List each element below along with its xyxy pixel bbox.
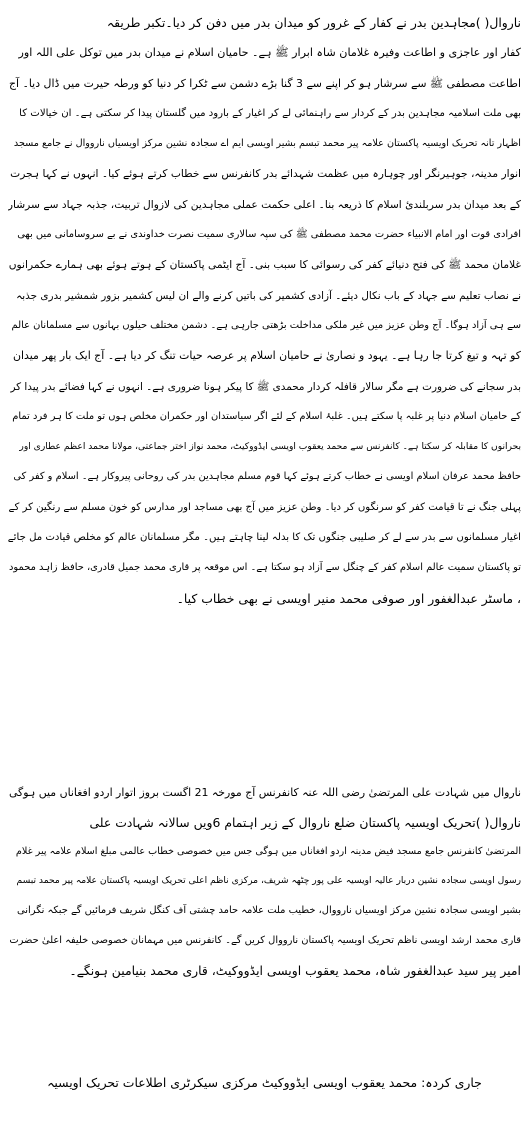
body-line: نے نصاب تعلیم سے جہاد کے باب نکال دیئے۔ آزادی کشمیر کی باتیں کرنے والے ان لیس کشمیر بزور شمشیر بدری جذبہ [16, 289, 521, 302]
announcement-body [8, 778, 521, 985]
footer-line: جاری کردہ: محمد یعقوب اویسی ایڈووکیٹ مرکزی سیکرٹری اطلاعات تحریک اویسیہ [47, 1075, 482, 1090]
body-line: تو پاکستان سمیت عالم اسلام کفر کے چنگل سے آزاد ہو سکتا ہے۔ اس موقعہ پر قاری محمد جمیل قادری، حافظ زاہد محمود [9, 562, 521, 574]
body-line: بھی ملت اسلامیہ مجاہدین بدر کے کردار سے راہنمائی لے کر اغیار کے بارود میں گلستان پیدا کر سکتی ہے۔ ان خیالات کا [19, 107, 521, 119]
body-line: کے بعد میدان بدر سربلندئ اسلام کا ذریعہ بنا۔ اعلی حکمت عملی مجاہدین کی لازوال تربیت، جذبہ جہاد سے سرشار [8, 197, 521, 211]
announcement-headline: ناروال میں شہادت علی المرتضیٰ رضی اللہ عنہ کانفرنس آج مورخہ 21 اگست بروز اتوار اردو افغاناں میں ہوگی [8, 786, 521, 799]
article-body [8, 8, 521, 614]
body-line: اظہار تانہ تحریک اویسیہ پاکستان علامہ پیر محمد تبسم بشیر اویسی ایم اے سجادہ نشین مرکز اویسیاں نارووال نے جامع مسجد [13, 138, 521, 150]
body-line: انوار مدینہ، جوہیرنگر اور چوہارہ میں عظمت شہدائے بدر کانفرنس سے خطاب کرتے ہوئے کیا۔ انہوں نے کہا ہجرت [10, 167, 521, 181]
body-line: سے ہی آزاد ہوگا۔ آج وطن عزیز میں غیر ملکی مداخلت بڑھتی جارہی ہے۔ دشمن مختلف حیلوں بہانوں سے مسلمانان عالم [11, 319, 521, 331]
body-line: قاری محمد ارشد اویسی ناظم تحریک اویسیہ پاکستان نارووال کریں گے۔ کانفرنس میں مہمانان خصوصی خلیفہ اعلیٰ حضرت [9, 934, 521, 946]
issued-by-footer [8, 1068, 521, 1098]
body-line: ، ماسٹر عبدالغفور اور صوفی محمد منیر اویسی نے بھی خطاب کیا۔ [176, 590, 521, 606]
body-line: ناروال( )تحریک اویسیہ پاکستان ضلع ناروال کے زیر اہتمام 6ویں سالانہ شہادت علی [89, 814, 521, 830]
body-line: غلامان محمد ﷺ کی فتح دنیائے کفر کی رسوائی کا سبب بنی۔ آج ایٹمی پاکستان کے ہوتے ہوئے بھی ہمارے حکمرانوں [8, 258, 521, 272]
body-line: اطاعت مصطفی ﷺ سے سرشار ہو کر اپنے سے 3 گنا بڑے دشمن سے ٹکرا کر دنیا کو ورطہ حیرت میں ڈال دیا۔ آج [8, 76, 521, 90]
body-line: کفار اور عاجزی و اطاعت وفیرہ غلامان شاہ ابرار ﷺ ہے۔ حامیان اسلام نے میدان بدر میں توکل علی اللہ اور [18, 46, 521, 60]
body-line: کو تہہ و تیغ کرتا جا رہا ہے۔ یہود و نصاریٰ نے حامیان اسلام پر عرصہ حیات تنگ کر دیا ہے۔ آج ایک بار پھر میدان [13, 349, 521, 363]
body-line: رسول اویسی سجادہ نشین دربار عالیہ اویسیہ علی پور چٹھہ شریف، مرکزی ناظم اعلی تحریک اویسیہ پاکستان علامہ پیر محمد تبسم [16, 875, 521, 886]
body-line: امیر پیر سید عبدالغفور شاہ، محمد یعقوب اویسی ایڈووکیٹ، قاری محمد بنیامین ہونگے۔ [69, 962, 521, 978]
body-line: افرادی قوت اور امام الانبیاء حضرت محمد مصطفی ﷺ کی سپہ سالاری سمیت نصرت خداوندی نے بے سروسامانی میں بھی [17, 229, 521, 241]
body-line: ناروال( )مجاہدین بدر نے کفار کے غرور کو میدان بدر میں دفن کر دیا۔تکبر طریقہ [106, 15, 521, 30]
body-line: بدر سجانے کی ضرورت ہے مگر سالار قافلہ کردار محمدی ﷺ کا پیکر ہونا ضروری ہے۔ انہوں نے کہا فضائے بدر پیدا کر [10, 380, 521, 393]
body-line: پہلی جنگ نے تا قیامت کفر کو سرنگوں کر دیا۔ وطن عزیز میں آج بھی مساجد اور مدارس کو خون مسلم سے رنگین کر کے [8, 501, 521, 513]
body-line: بشیر اویسی سجادہ نشین مرکز اویسیاں نارووال، خطیب ملت علامہ حامد چشتی آف کنگل شریف فرمائیں گے جبکہ نگرانی [17, 905, 521, 917]
body-line: کے حامیان اسلام دنیا پر غلبہ پا سکتے ہیں۔ غلبۂ اسلام کے لئے اگر سیاستدان اور حکمران مخلص ہوں تو ملت کا ہر فرد تمام [12, 410, 521, 422]
body-line: المرتضیٰ کانفرنس جامع مسجد فیض مدینہ اردو افغاناں میں ہوگی جس میں خصوصی خطاب عالمی مبلغ اسلام علامہ پیر غلام [15, 846, 521, 858]
body-line: اغیار مسلمانوں سے بدر سے لے کر صلیبی جنگوں تک کا بدلہ لینا چاہتے ہیں۔ مگر مسلمانان عالم کو مخلص قیادت مل جائے [8, 532, 521, 544]
body-line: حافظ محمد عرفان اسلام اویسی نے خطاب کرتے ہوئے کہا قوم مسلم مجاہدین بدر کی روحانی پیروکار ہے۔ اسلام و کفر کی [13, 471, 521, 483]
body-line: بحرانوں کا مقابلہ کر سکتا ہے۔ کانفرنس سے محمد یعقوب اویسی ایڈووکیٹ، محمد نواز اختر جماعتی، مولانا محمد اعظم عطاری اور [19, 442, 521, 453]
